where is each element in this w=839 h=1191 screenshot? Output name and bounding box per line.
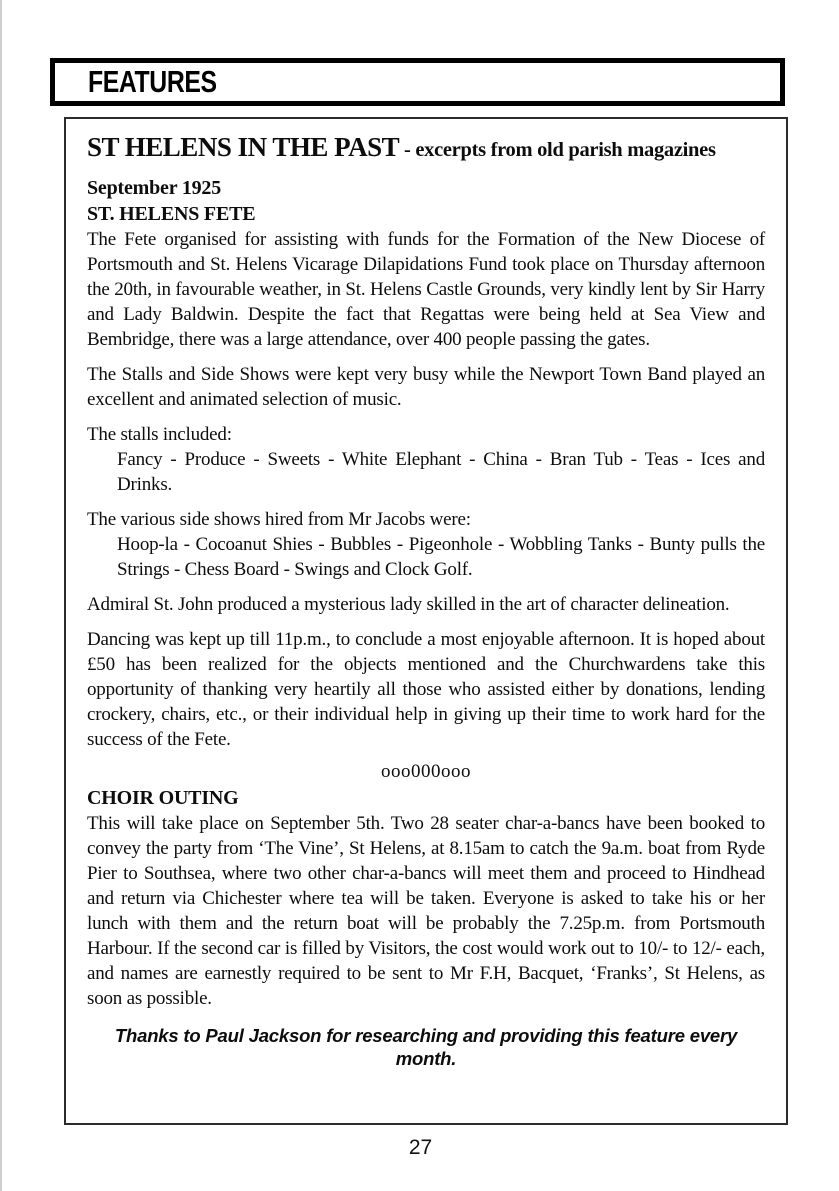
article-box bbox=[64, 117, 788, 1125]
stalls-list: Fancy - Produce - Sweets - White Elephant - China - Bran Tub - Teas - Ices and Drinks. bbox=[117, 449, 765, 495]
article-title-main: ST HELENS IN THE PAST bbox=[87, 132, 400, 162]
fete-paragraph-3: Admiral St. John produced a mysterious lady skilled in the art of character delineation. bbox=[87, 594, 730, 615]
fete-paragraph-2: The Stalls and Side Shows were kept very busy while the Newport Town Band played an excellent and animated selection of music. bbox=[87, 364, 765, 410]
fete-heading: ST. HELENS FETE bbox=[87, 203, 256, 225]
features-title: FEATURES bbox=[88, 64, 217, 99]
issue-date-heading: September 1925 bbox=[87, 177, 222, 199]
article-subtitle: - excerpts from old parish magazines bbox=[399, 139, 716, 161]
sideshows-list: Hoop-la - Cocoanut Shies - Bubbles - Pigeonhole - Wobbling Tanks - Bunty pulls the Strings - Chess Board - Swings and Clock Golf. bbox=[117, 534, 765, 580]
fete-paragraph-4: Dancing was kept up till 11p.m., to conclude a most enjoyable afternoon. It is hoped about £50 has been realized for the objects mentioned and the Churchwardens take this opportunity of thanking very heartily all those who assisted either by donations, lending crockery, chairs, etc., or their individual help in giving up their time to work hard for the success of the Fete. bbox=[87, 629, 765, 750]
credit-note: Thanks to Paul Jackson for researching and providing this feature every month. bbox=[114, 1025, 738, 1069]
stalls-intro: The stalls included: bbox=[87, 424, 232, 445]
features-header-box bbox=[50, 58, 785, 106]
article-title bbox=[87, 131, 765, 166]
sideshows-intro: The various side shows hired from Mr Jacobs were: bbox=[87, 509, 471, 530]
page-number: 27 bbox=[408, 1136, 433, 1159]
choir-paragraph: This will take place on September 5th. Two 28 seater char-a-bancs have been booked to convey the party from ‘The Vine’, St Helens, at 8.15am to catch the 9a.m. boat from Ryde Pier to Southsea, where two other char-a-bancs will meet them and proceed to Hindhead and return via Chichester where tea will be taken. Everyone is asked to take his or her lunch with them and the return boat will be probably the 7.25p.m. from Portsmouth Harbour. If the second car is filled by Visitors, the cost would work out to 10/- to 12/- each, and names are earnestly required to be sent to Mr F.H, Bacquet, ‘Franks’, St Helens, as soon as possible. bbox=[87, 813, 765, 1009]
fete-paragraph-1: The Fete organised for assisting with funds for the Formation of the New Diocese of Portsmouth and St. Helens Vicarage Dilapidations Fund took place on Thursday afternoon the 20th, in favourable weather, in St. Helens Castle Grounds, very kindly lent by Sir Harry and Lady Baldwin. Despite the fact that Regattas were being held at Sea View and Bembridge, there was a large attendance, over 400 people passing the gates. bbox=[87, 229, 765, 350]
choir-heading: CHOIR OUTING bbox=[87, 787, 239, 809]
section-divider: ooo000ooo bbox=[381, 761, 471, 782]
